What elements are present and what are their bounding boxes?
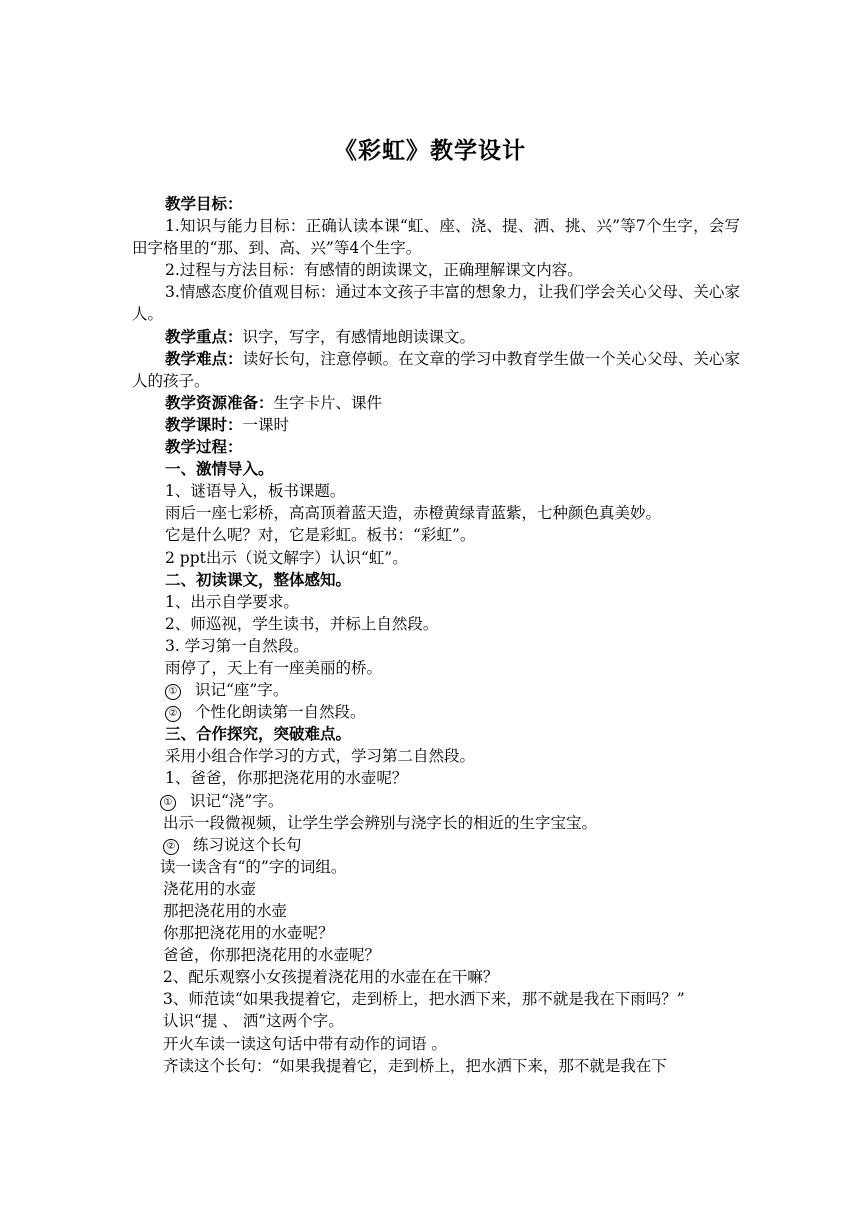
objective-item-1: 1.知识与能力目标：正确认读本课“虹、座、浇、提、洒、挑、兴”等7个生字，会写田字格里的“那、到、高、兴”等4个生字。 — [132, 217, 740, 258]
section-3-heading: 三、合作探究，突破难点。 — [165, 724, 352, 744]
section-3-item-text: 练习说这个长句 — [193, 835, 302, 854]
section-3-line: 浇花用的水壶 — [163, 879, 257, 898]
section-2-item-text: 识记“座”字。 — [195, 681, 289, 700]
section-2-line: 雨停了，天上有一座美丽的桥。 — [165, 658, 383, 677]
section-2-numbered-item — [132, 701, 740, 723]
resources — [132, 392, 740, 414]
class-hours-label: 教学课时： — [165, 414, 243, 434]
section-2-line: 1、出示自学要求。 — [165, 592, 299, 611]
key-points — [132, 326, 740, 348]
circled-number-2: ② — [165, 706, 181, 722]
difficulties-text: 读好长句，注意停顿。在文章的学习中教育学生做一个关心父母、关心家人的孩子。 — [132, 349, 740, 390]
objective-item-3: 3.情感态度价值观目标：通过本文孩子丰富的想象力，让我们学会关心父母、关心家人。 — [132, 283, 740, 324]
section-2-numbered-item — [132, 679, 740, 701]
section-3-item-text: 识记“浇”字。 — [190, 791, 284, 810]
objectives-heading: 教学目标： — [165, 194, 243, 213]
objective-item-2: 2.过程与方法目标：有感情的朗读课文，正确理解课文内容。 — [165, 261, 583, 280]
section-3-line: 采用小组合作学习的方式，学习第二自然段。 — [165, 747, 476, 766]
process-heading: 教学过程： — [165, 437, 243, 457]
circled-number-1: ① — [160, 795, 176, 811]
section-1-line: 它是什么呢？对，它是彩虹。板书：“彩虹”。 — [165, 526, 476, 545]
class-hours-text: 一课时 — [242, 415, 290, 434]
section-3-line: 认识“提 、 洒”这两个字。 — [163, 1012, 344, 1031]
circled-number-1: ① — [165, 684, 181, 700]
section-3-line: 3、师范读“如果我提着它，走到桥上，把水洒下来，那不就是我在下雨吗？” — [163, 990, 685, 1009]
key-points-label: 教学重点： — [165, 326, 243, 346]
section-3-line: 1、爸爸，你那把浇花用的水壶呢？ — [165, 769, 408, 788]
section-3-numbered-item — [132, 834, 740, 856]
resources-label: 教学资源准备： — [165, 392, 274, 412]
document-title: 《彩虹》教学设计 — [334, 137, 526, 164]
section-3-line: 开火车读一读这句话中带有动作的词语 。 — [163, 1034, 447, 1053]
section-3-line: 爸爸，你那把浇花用的水壶呢？ — [163, 946, 381, 965]
key-points-text: 识字，写字，有感情地朗读课文。 — [242, 327, 476, 346]
section-1-line: 雨后一座七彩桥，高高顶着蓝天造，赤橙黄绿青蓝紫，七种颜色真美妙。 — [165, 504, 662, 523]
section-3-line: 读一读含有“的”字的词组。 — [160, 857, 347, 876]
resources-text: 生字卡片、课件 — [273, 393, 383, 412]
section-2-line: 2、师巡视，学生读书，并标上自然段。 — [165, 614, 439, 633]
circled-number-2: ② — [163, 839, 179, 855]
section-3-line: 齐读这个长句：“如果我提着它，走到桥上，把水洒下来，那不就是我在下 — [163, 1056, 667, 1075]
difficulties — [132, 348, 740, 392]
document-body — [132, 193, 740, 1077]
section-2-line: 3. 学习第一自然段。 — [165, 636, 309, 655]
section-3-numbered-item — [132, 790, 740, 812]
section-2-heading: 二、初读课文，整体感知。 — [165, 569, 352, 589]
class-hours — [132, 414, 740, 436]
difficulties-label: 教学难点： — [165, 348, 243, 368]
section-3-line: 出示一段微视频，让学生学会辨别与浇字长的相近的生字宝宝。 — [163, 813, 598, 832]
section-3-line: 2、配乐观察小女孩提着浇花用的水壶在在干嘛？ — [163, 968, 499, 987]
section-1-line: 2 ppt出示（说文解字）认识“虹”。 — [165, 548, 408, 567]
section-2-item-text: 个性化朗读第一自然段。 — [195, 703, 366, 722]
section-3-line: 那把浇花用的水壶 — [163, 902, 288, 920]
section-1-line: 1、谜语导入，板书课题。 — [165, 482, 346, 501]
section-1-heading: 一、激情导入。 — [165, 459, 274, 479]
section-3-line: 你那把浇花用的水壶呢？ — [163, 924, 334, 943]
